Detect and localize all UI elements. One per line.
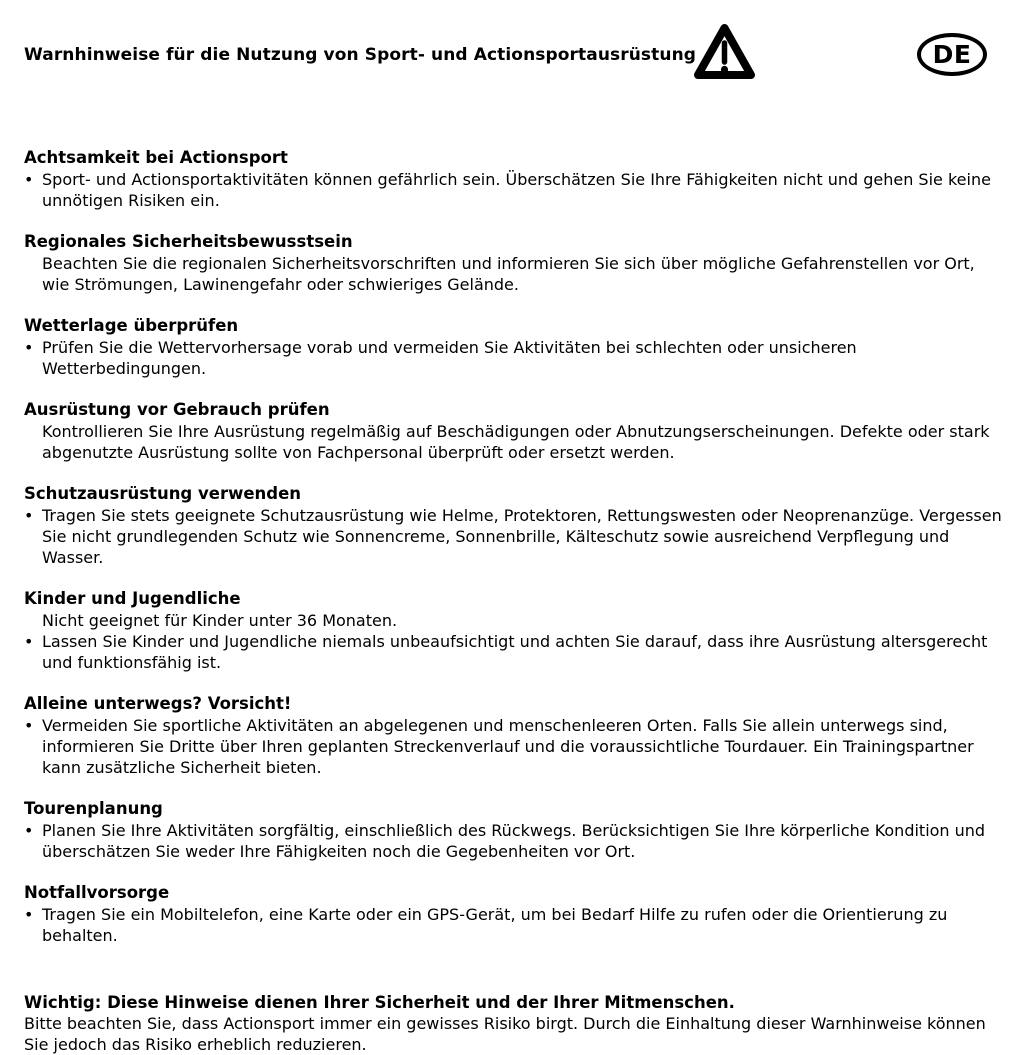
footer-heading: Wichtig: Diese Hinweise dienen Ihrer Sicherheit und der Ihrer Mitmenschen. (24, 993, 735, 1012)
section-items (24, 715, 1006, 778)
section-heading: Tourenplanung (24, 799, 163, 818)
warning-section (24, 231, 1006, 295)
warning-section (24, 798, 1006, 862)
section-heading: Alleine unterwegs? Vorsicht! (24, 694, 292, 713)
warning-section (24, 882, 1006, 946)
bullet-marker: • (24, 338, 34, 357)
section-heading: Schutzausrüstung verwenden (24, 484, 302, 503)
bullet-item: • Sport- und Actionsportaktivitäten können gefährlich sein. Überschätzen Sie Ihre Fähigkeiten nicht und gehen Sie keine unnötigen Risiken ein. (24, 170, 991, 210)
document-footer (24, 992, 1006, 1055)
warning-section (24, 399, 1006, 463)
section-heading: Wetterlage überprüfen (24, 316, 239, 335)
language-badge-label: DE (932, 40, 972, 69)
bullet-marker: • (24, 632, 34, 651)
sections-container (24, 147, 1006, 946)
section-items (24, 820, 1006, 862)
bullet-item: • Tragen Sie stets geeignete Schutzausrüstung wie Helme, Protektoren, Rettungswesten oder Neoprenanzüge. Vergessen Sie nicht grundlegenden Schutz wie Sonnencreme, Sonnenbrille, Kälteschutz sowie ausreichend Verpflegung und Wasser. (24, 506, 1002, 567)
section-heading: Achtsamkeit bei Actionsport (24, 148, 288, 167)
section-heading: Kinder und Jugendliche (24, 589, 241, 608)
bullet-item: • Tragen Sie ein Mobiltelefon, eine Karte oder ein GPS-Gerät, um bei Bedarf Hilfe zu rufen oder die Orientierung zu behalten. (24, 905, 948, 945)
section-heading: Regionales Sicherheitsbewusstsein (24, 232, 353, 251)
section-heading: Notfallvorsorge (24, 883, 170, 902)
bullet-item: • Lassen Sie Kinder und Jugendliche niemals unbeaufsichtigt und achten Sie darauf, dass ihre Ausrüstung altersgerecht und funktionsfähig ist. (24, 632, 988, 672)
warning-section (24, 693, 1006, 778)
bullet-item: • Vermeiden Sie sportliche Aktivitäten an abgelegenen und menschenleeren Orten. Falls Sie allein unterwegs sind, informieren Sie Dritte über Ihren geplanten Streckenverlauf und die voraussichtliche Tourdauer. Ein Trainingspartner kann zusätzliche Sicherheit bieten. (24, 716, 974, 777)
section-heading: Ausrüstung vor Gebrauch prüfen (24, 400, 330, 419)
warning-section (24, 147, 1006, 211)
section-items (24, 169, 1006, 211)
bullet-marker: • (24, 170, 34, 189)
warning-section (24, 483, 1006, 568)
bullet-marker: • (24, 905, 34, 924)
page-title: Warnhinweise für die Nutzung von Sport- und Actionsportausrüstung (24, 45, 697, 65)
section-items (24, 610, 1006, 673)
indent-item: Beachten Sie die regionalen Sicherheitsvorschriften und informieren Sie sich über mögliche Gefahrenstellen vor Ort, wie Strömungen, Lawinengefahr oder schwieriges Gelände. (42, 254, 975, 294)
indent-item: Kontrollieren Sie Ihre Ausrüstung regelmäßig auf Beschädigungen oder Abnutzungserscheinungen. Defekte oder stark abgenutzte Ausrüstung sollte von Fachpersonal überprüft oder ersetzt werden. (42, 422, 990, 462)
warning-triangle-icon (693, 22, 756, 82)
indent-item: Nicht geeignet für Kinder unter 36 Monaten. (42, 611, 398, 630)
bullet-marker: • (24, 716, 34, 735)
language-badge (917, 33, 987, 76)
document-header (24, 0, 1006, 106)
footer-body: Bitte beachten Sie, dass Actionsport immer ein gewisses Risiko birgt. Durch die Einhaltung dieser Warnhinweise können Sie jedoch das Risiko erheblich reduzieren. (24, 1014, 986, 1054)
warning-section (24, 588, 1006, 673)
section-items (24, 421, 1006, 463)
section-items (24, 904, 1006, 946)
bullet-marker: • (24, 506, 34, 525)
section-items (24, 505, 1006, 568)
bullet-marker: • (24, 821, 34, 840)
bullet-item: • Prüfen Sie die Wettervorhersage vorab und vermeiden Sie Aktivitäten bei schlechten oder unsicheren Wetterbedingungen. (24, 338, 857, 378)
section-items (24, 337, 1006, 379)
section-items (24, 253, 1006, 295)
warning-section (24, 315, 1006, 379)
bullet-item: • Planen Sie Ihre Aktivitäten sorgfältig, einschließlich des Rückwegs. Berücksichtigen Sie Ihre körperliche Kondition und überschätzen Sie weder Ihre Fähigkeiten noch die Gegebenheiten vor Ort. (24, 821, 986, 861)
